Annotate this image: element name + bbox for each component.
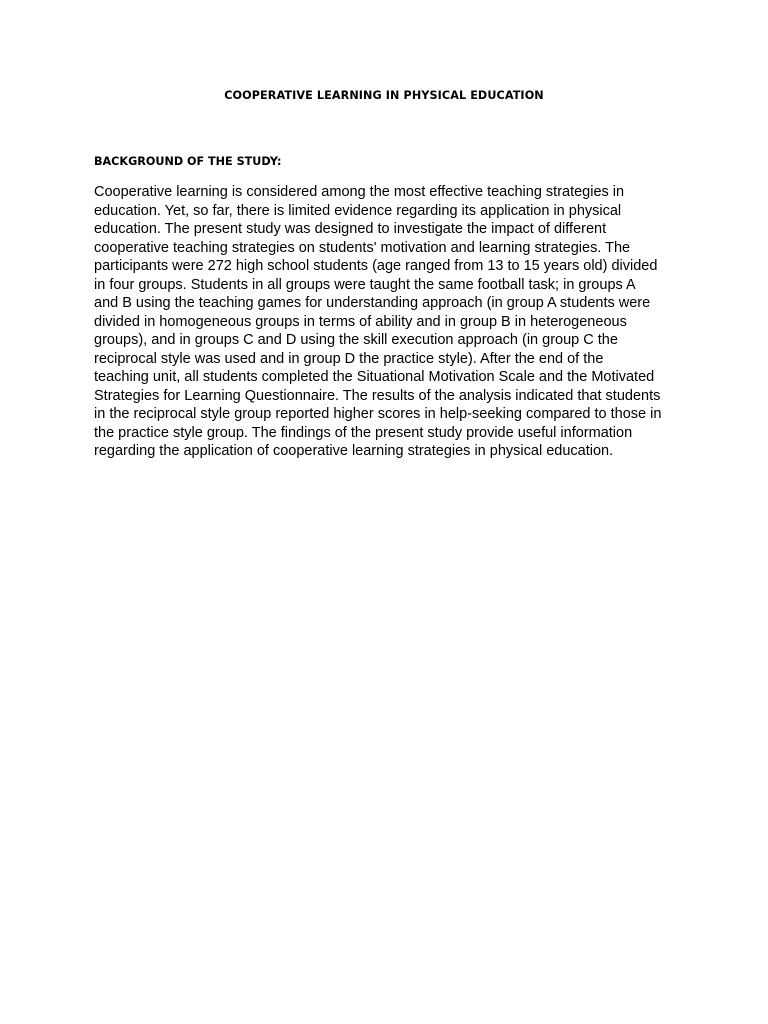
paragraph-line: divided in homogeneous groups in terms of ability and in group B in heterogeneous <box>94 313 627 330</box>
paragraph-line: in the reciprocal style group reported higher scores in help-seeking compared to those in <box>94 406 662 422</box>
paragraph-line: cooperative teaching strategies on students' motivation and learning strategies. The <box>94 239 631 256</box>
section-heading: BACKGROUND OF THE STUDY: <box>94 155 282 168</box>
paragraph-line: Strategies for Learning Questionnaire. The results of the analysis indicated that students <box>94 387 661 404</box>
paragraph-line: groups), and in groups C and D using the skill execution approach (in group C the <box>94 332 618 348</box>
paragraph-line: in four groups. Students in all groups were taught the same football task; in groups A <box>94 276 636 293</box>
paragraph-line: teaching unit, all students completed the Situational Motivation Scale and the Motivated <box>94 369 655 385</box>
body-paragraph <box>94 183 694 461</box>
paragraph-line: participants were 272 high school students (age ranged from 13 to 15 years old) divided <box>94 258 658 274</box>
paragraph-line: education. Yet, so far, there is limited evidence regarding its application in physical <box>94 202 622 219</box>
paragraph-line: education. The present study was designed to investigate the impact of different <box>94 221 607 237</box>
document-title: COOPERATIVE LEARNING IN PHYSICAL EDUCATION <box>224 89 544 102</box>
paragraph-line: regarding the application of cooperative learning strategies in physical education. <box>94 443 614 459</box>
paragraph-line: and B using the teaching games for understanding approach (in group A students were <box>94 295 651 311</box>
paragraph-line: Cooperative learning is considered among the most effective teaching strategies in <box>94 184 625 200</box>
paragraph-line: the practice style group. The findings of the present study provide useful information <box>94 424 633 441</box>
paragraph-line: reciprocal style was used and in group D the practice style). After the end of the <box>94 350 604 367</box>
